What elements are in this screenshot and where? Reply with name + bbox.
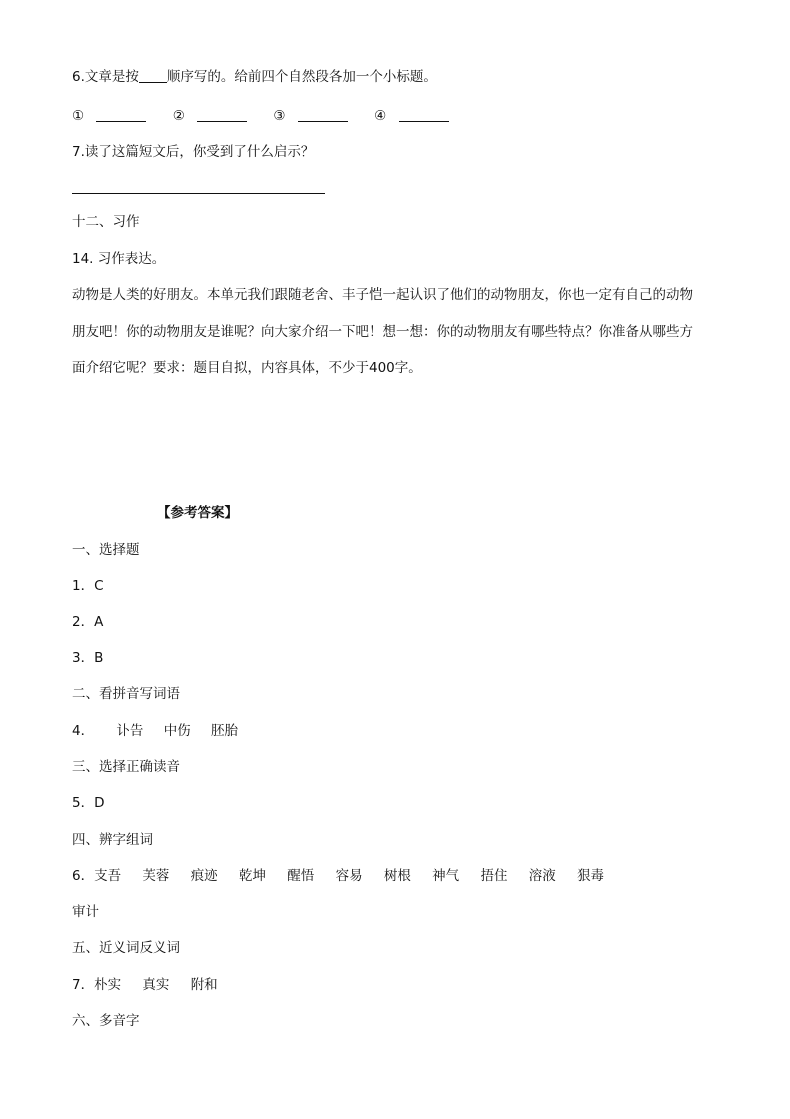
answer-1: 1．C xyxy=(72,578,104,594)
answer-2: 2．A xyxy=(72,614,104,630)
answer-blank[interactable] xyxy=(139,68,167,83)
subtitle-blank-1[interactable] xyxy=(96,107,146,122)
circled-number-3: ③ xyxy=(273,108,286,124)
section-heading: 十二、习作 xyxy=(72,214,140,230)
answer-7 xyxy=(72,975,218,995)
essay-prompt-line-1: 动物是人类的好朋友。本单元我们跟随老舍、丰子恺一起认识了他们的动物朋友，你也一定有自己的动物 xyxy=(72,287,693,303)
answer-word: 乾坤 xyxy=(238,868,266,884)
question-6 xyxy=(72,67,437,87)
answer-4 xyxy=(72,721,238,741)
answer-4-number: 4． xyxy=(72,723,95,739)
answer-3: 3．B xyxy=(72,650,104,666)
answer-section-2: 二、看拼音写词语 xyxy=(72,686,180,702)
answer-word: 容易 xyxy=(335,868,363,884)
answer-section-6: 六、多音字 xyxy=(72,1013,140,1029)
subtitle-blank-4[interactable] xyxy=(399,107,449,122)
answer-section-5: 五、近义词反义词 xyxy=(72,940,180,956)
answer-word: 讣告 xyxy=(116,723,144,739)
answer-word: 芙蓉 xyxy=(142,868,170,884)
answer-section-4: 四、辨字组词 xyxy=(72,832,153,848)
answer-word: 树根 xyxy=(383,868,411,884)
essay-prompt-line-2: 朋友吧！你的动物朋友是谁呢？向大家介绍一下吧！想一想：你的动物朋友有哪些特点？你准备从哪些方 xyxy=(72,324,693,340)
essay-prompt-line-3: 面介绍它呢？要求：题目自拟，内容具体，不少于400字。 xyxy=(72,360,422,376)
answer-6 xyxy=(72,866,604,886)
subtitle-blanks-row xyxy=(72,106,449,126)
subtitle-blank-2[interactable] xyxy=(197,107,247,122)
answer-word: 附和 xyxy=(190,977,218,993)
answer-word: 醒悟 xyxy=(287,868,315,884)
answer-line[interactable] xyxy=(72,193,325,194)
answer-word: 溶液 xyxy=(528,868,556,884)
answer-word: 朴实 xyxy=(94,977,122,993)
answer-word: 狠毒 xyxy=(577,868,605,884)
answer-word: 捂住 xyxy=(480,868,508,884)
question-6-text-end: 顺序写的。给前四个自然段各加一个小标题。 xyxy=(166,69,437,85)
answer-6-number: 6． xyxy=(72,868,95,884)
answer-word: 真实 xyxy=(142,977,170,993)
answer-word: 支吾 xyxy=(94,868,122,884)
question-14: 14. 习作表达。 xyxy=(72,251,166,267)
answer-word: 胚胎 xyxy=(210,723,238,739)
answer-word: 神气 xyxy=(432,868,460,884)
question-7: 7.读了这篇短文后，你受到了什么启示？ xyxy=(72,144,315,160)
answer-word: 中伤 xyxy=(163,723,191,739)
answer-section-3: 三、选择正确读音 xyxy=(72,759,180,775)
answer-word: 痕迹 xyxy=(190,868,218,884)
answer-7-number: 7． xyxy=(72,977,95,993)
answer-5: 5．D xyxy=(72,795,105,811)
answer-section-1: 一、选择题 xyxy=(72,542,140,558)
answer-6-continued: 审计 xyxy=(72,904,99,920)
subtitle-blank-3[interactable] xyxy=(298,107,348,122)
answer-key-title: 【参考答案】 xyxy=(157,505,238,521)
question-6-text-start: 6.文章是按 xyxy=(72,69,139,85)
circled-number-2: ② xyxy=(172,108,185,124)
circled-number-1: ① xyxy=(72,108,85,124)
circled-number-4: ④ xyxy=(374,108,387,124)
